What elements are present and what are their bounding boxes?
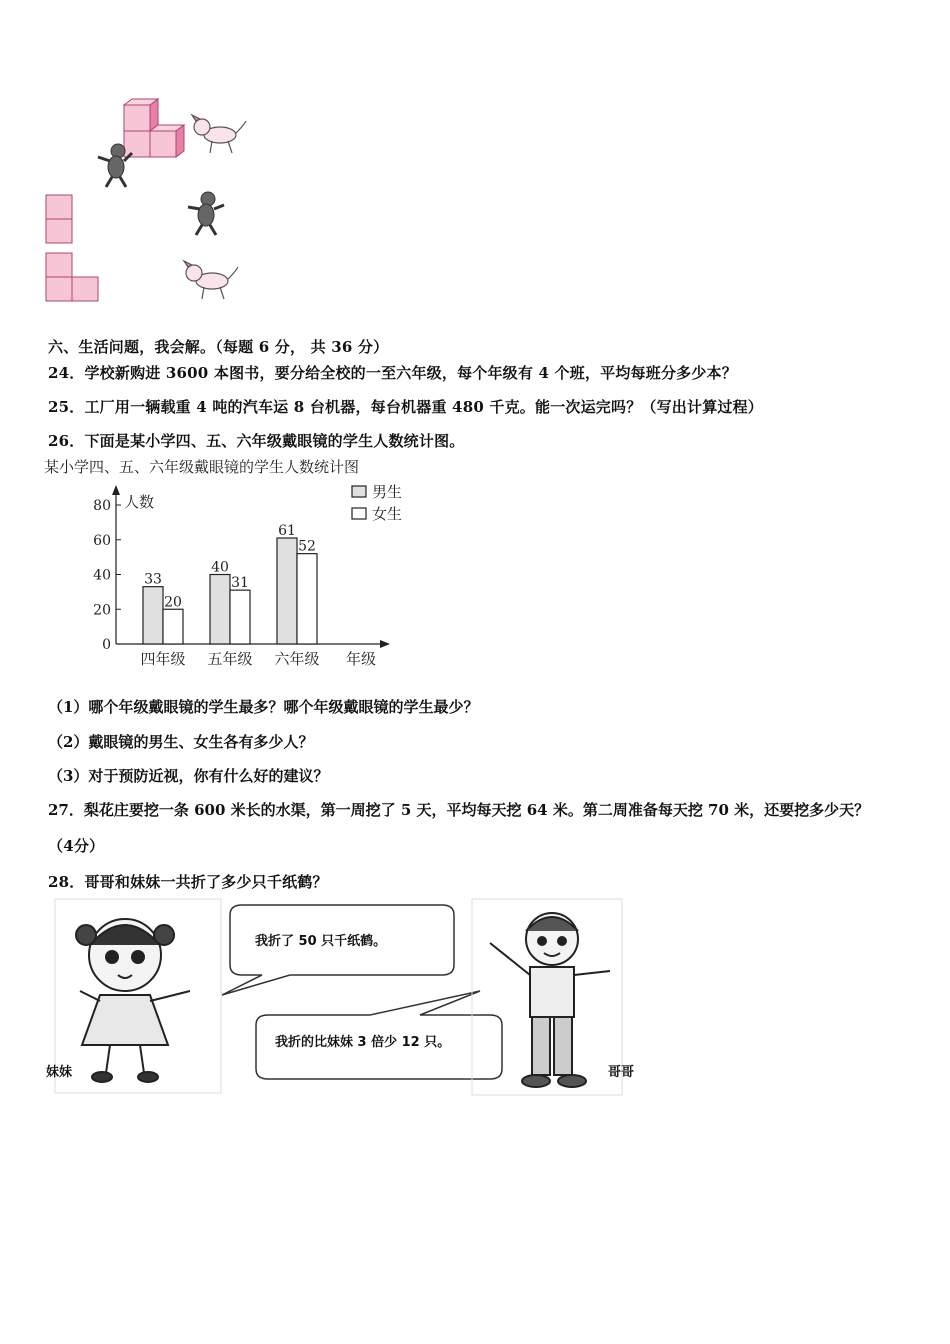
x-axis-arrow xyxy=(380,640,390,648)
bar-value-label: 31 xyxy=(231,575,249,592)
sister-speech-bubble xyxy=(222,905,454,995)
sister-figure xyxy=(76,919,190,1082)
paper-crane-cartoon xyxy=(40,895,660,1100)
stacked-cubes xyxy=(124,99,184,157)
x-axis-label: 年级 xyxy=(346,650,377,668)
sister-label: 妹妹 xyxy=(46,1065,73,1080)
y-tick-label: 60 xyxy=(93,532,111,549)
bar-value-label: 40 xyxy=(211,559,229,576)
brother-figure xyxy=(490,913,610,1087)
question-26-sub-2: （2）戴眼镜的男生、女生各有多少人？ xyxy=(48,733,314,751)
view-two-stacked xyxy=(46,195,72,243)
y-tick-label: 20 xyxy=(93,602,111,619)
bar-boys xyxy=(143,587,163,644)
cartoon-drawing xyxy=(40,895,660,1100)
x-category-label: 五年级 xyxy=(207,650,253,668)
chart-svg xyxy=(40,455,460,677)
view-l-shape xyxy=(46,253,98,301)
chart-y-ticks xyxy=(93,498,121,653)
dog-icon xyxy=(192,115,246,153)
question-26-sub-3: （3）对于预防近视，你有什么好的建议？ xyxy=(48,767,329,785)
brother-label: 哥哥 xyxy=(608,1065,635,1080)
bar-boys xyxy=(277,538,297,644)
question-26-sub-1: （1）哪个年级戴眼镜的学生最多？哪个年级戴眼镜的学生最少？ xyxy=(48,698,479,716)
y-tick-label: 80 xyxy=(93,498,111,514)
y-axis-label: 人数 xyxy=(124,493,155,511)
section-six-heading: 六、生活问题，我会解。（每题 6 分， 共 36 分） xyxy=(48,338,389,356)
legend-label: 女生 xyxy=(372,505,403,523)
question-25: 25．工厂用一辆载重 4 吨的汽车运 8 台机器，每台机器重 480 千克。能一次运完吗？（写出计算过程） xyxy=(48,398,763,416)
brother-speech-text: 我折的比妹妹 3 倍少 12 只。 xyxy=(275,1035,451,1050)
bar-boys xyxy=(210,575,230,645)
cube-views-figure xyxy=(40,95,260,310)
dog-icon-2 xyxy=(184,261,238,299)
x-category-label: 四年级 xyxy=(140,650,186,668)
bar-value-label: 20 xyxy=(164,594,182,611)
glasses-bar-chart xyxy=(40,455,460,677)
y-axis-arrow xyxy=(112,485,120,495)
cube-views-drawing xyxy=(40,95,260,310)
bar-value-label: 61 xyxy=(278,523,296,540)
bar-girls xyxy=(297,554,317,644)
chart-legend xyxy=(352,483,402,523)
legend-swatch xyxy=(352,486,366,497)
legend-swatch xyxy=(352,508,366,519)
chart-bars xyxy=(143,523,317,644)
chart-title: 某小学四、五、六年级戴眼镜的学生人数统计图 xyxy=(44,458,360,476)
bar-value-label: 33 xyxy=(144,571,162,588)
question-28: 28．哥哥和妹妹一共折了多少只千纸鹤？ xyxy=(48,873,328,891)
y-tick-label: 40 xyxy=(93,567,111,584)
question-26: 26．下面是某小学四、五、六年级戴眼镜的学生人数统计图。 xyxy=(48,432,465,450)
x-category-label: 六年级 xyxy=(274,650,320,668)
chart-x-labels xyxy=(140,650,319,668)
question-27-line-1: 27．梨花庄要挖一条 600 米长的水渠，第一周挖了 5 天，平均每天挖 64 米。第二周准备每天挖 70 米，还要挖多少天？ xyxy=(48,801,870,819)
monkey-icon-2 xyxy=(188,192,224,235)
bar-girls xyxy=(230,590,250,644)
bar-value-label: 52 xyxy=(298,538,316,555)
question-27-line-2: （4分） xyxy=(48,837,105,855)
question-24: 24．学校新购进 3600 本图书，要分给全校的一至六年级，每个年级有 4 个班，平均每班分多少本？ xyxy=(48,364,737,382)
bar-girls xyxy=(163,609,183,644)
y-tick-label: 0 xyxy=(102,637,111,653)
sister-speech-text: 我折了 50 只千纸鹤。 xyxy=(255,934,387,949)
legend-label: 男生 xyxy=(372,483,403,501)
